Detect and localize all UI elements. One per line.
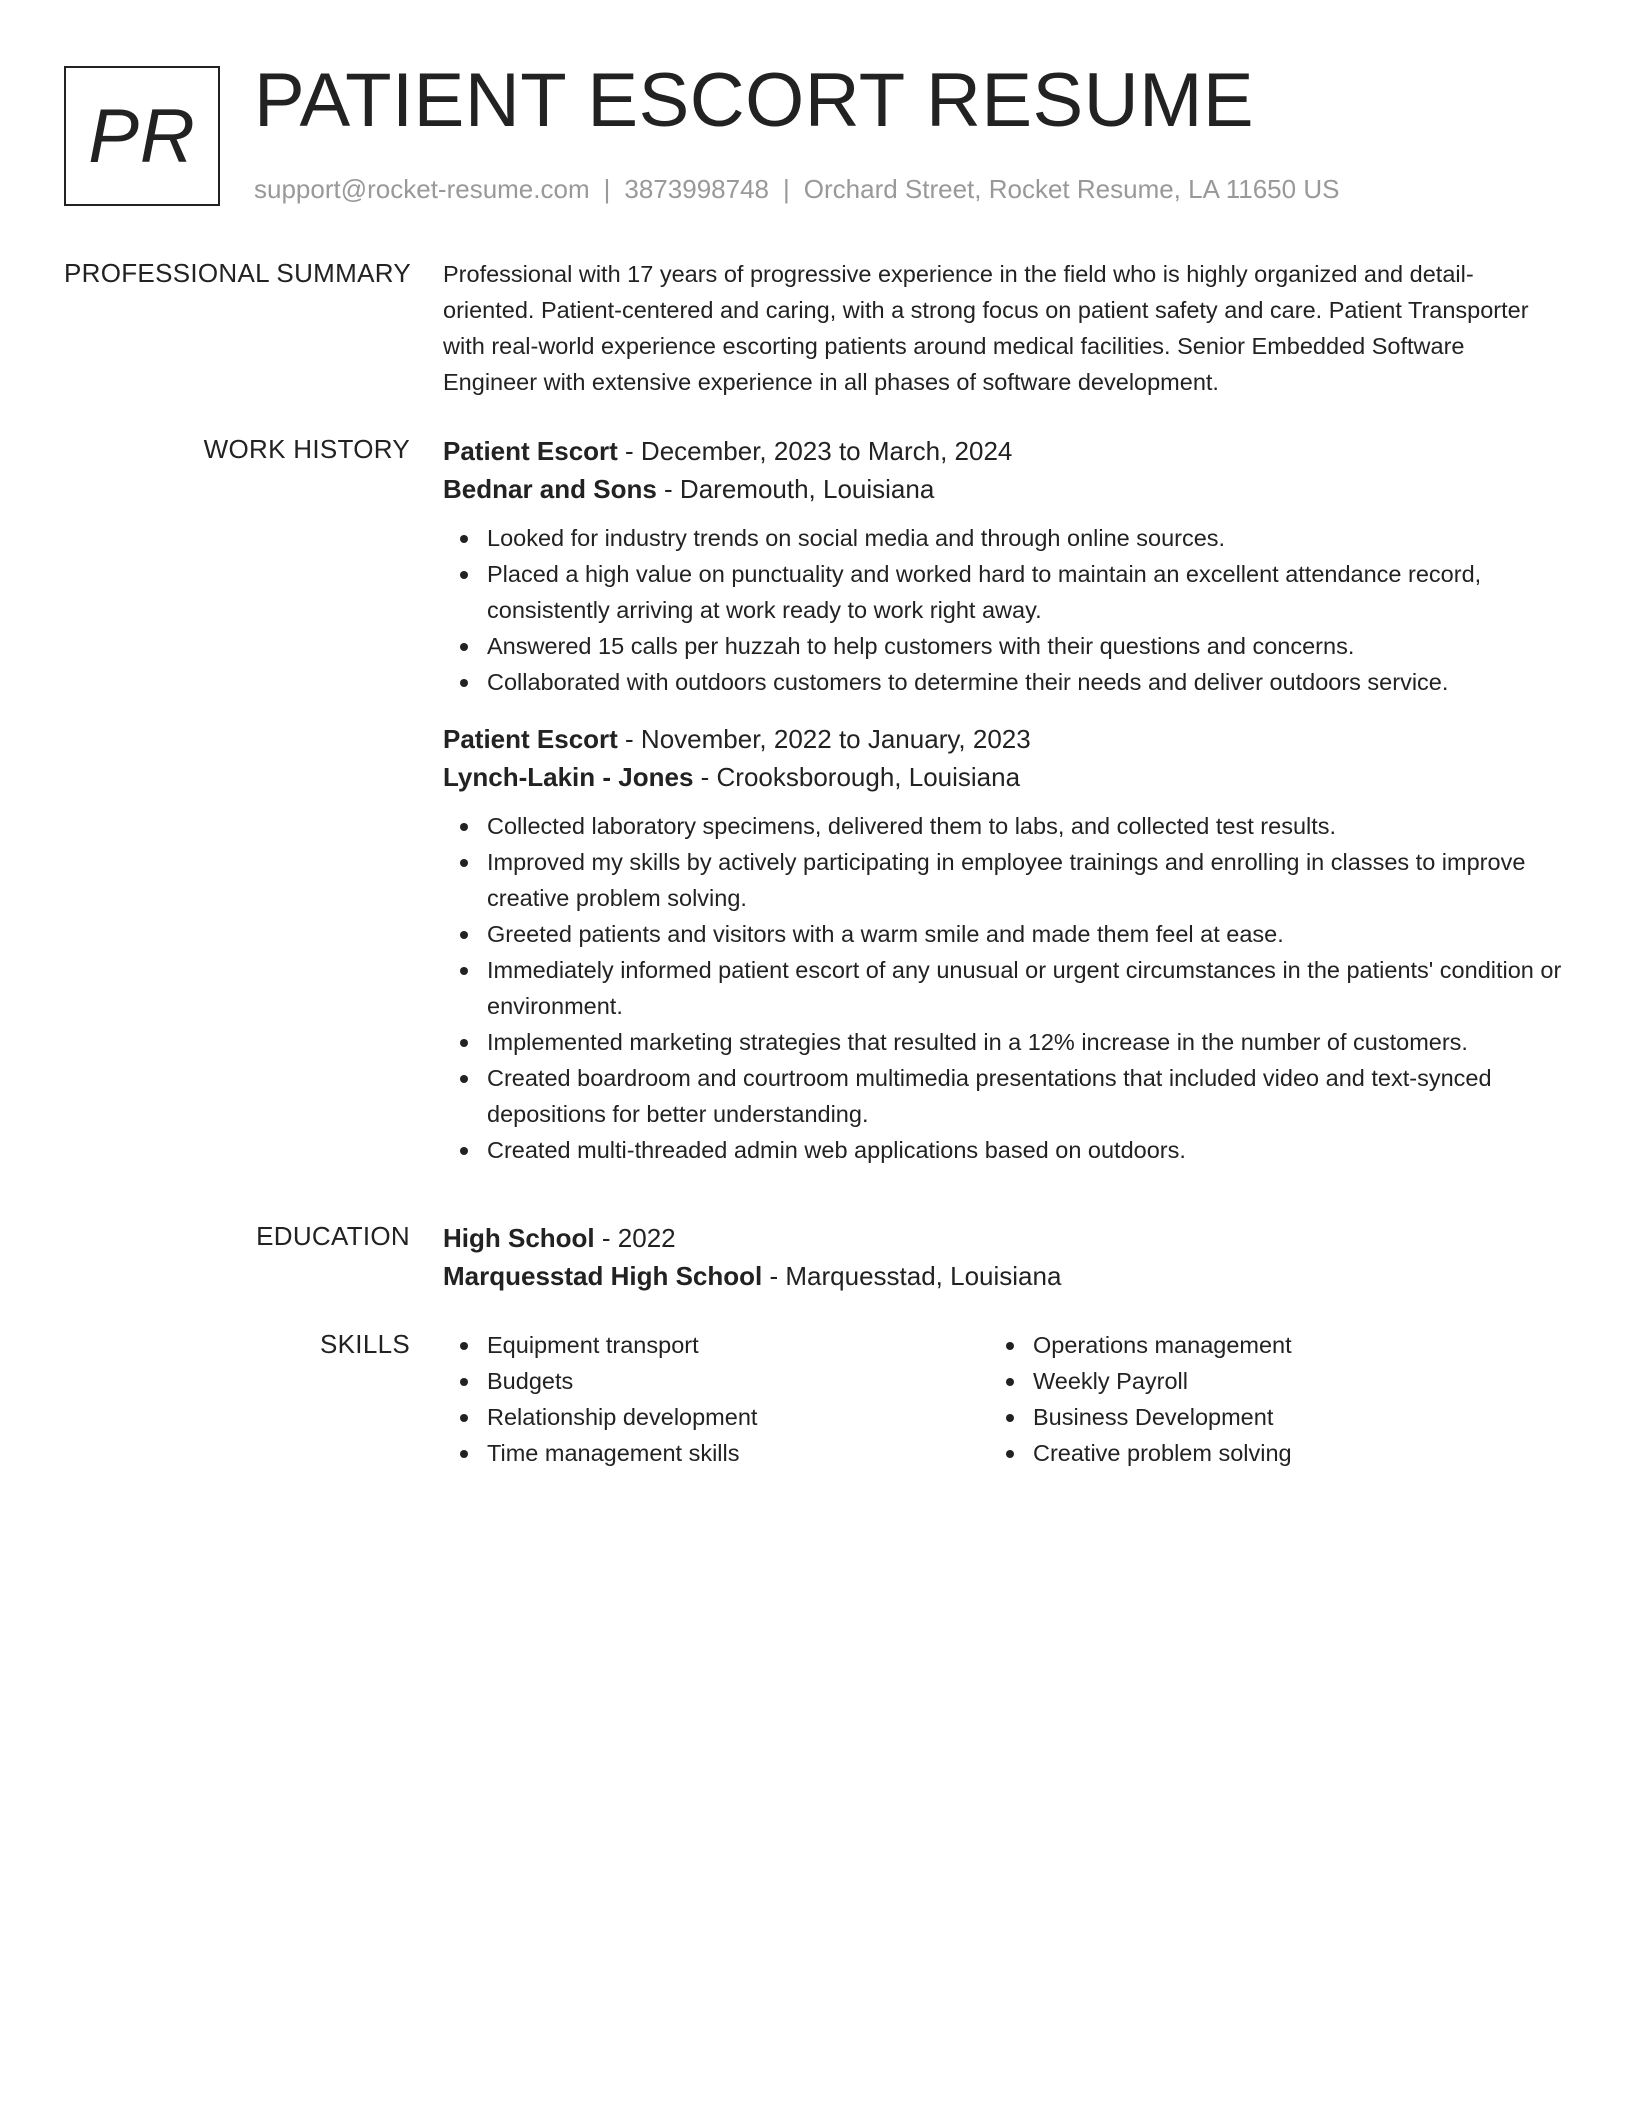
contact-address: Orchard Street, Rocket Resume, LA 11650 US (803, 174, 1340, 204)
job-role: Patient Escort (443, 436, 618, 466)
education-school-line (443, 1257, 1563, 1295)
contact-separator: | (603, 174, 611, 204)
list-item: Answered 15 calls per huzzah to help customers with their questions and concerns. (487, 628, 1563, 664)
skills-list-right (989, 1327, 1489, 1471)
education-degree: High School (443, 1223, 595, 1253)
education-degree-line (443, 1219, 1563, 1257)
section-title-work: WORK HISTORY (203, 434, 410, 464)
section-title-summary: PROFESSIONAL SUMMARY (64, 258, 411, 288)
education-school: Marquesstad High School (443, 1261, 763, 1291)
section-title-skills: SKILLS (320, 1329, 410, 1359)
summary-text: Professional with 17 years of progressive experience in the field who is highly organized and detail-oriented. Patient-centered and caring, with a strong focus on patient safety and care. Patient Transporter with real-world experience escorting patients around medical facilities. Senior Embedded Software Engineer with extensive experience in all phases of software development. (443, 261, 1529, 395)
list-item: Looked for industry trends on social media and through online sources. (487, 520, 1563, 556)
list-item: Created boardroom and courtroom multimedia presentations that included video and text-synced depositions for better understanding. (487, 1060, 1563, 1132)
job-company-line (443, 758, 1563, 796)
job-bullets (443, 520, 1563, 700)
job-bullets (443, 808, 1563, 1168)
job-dates: - November, 2022 to January, 2023 (617, 724, 1031, 754)
contact-line (254, 172, 1339, 206)
contact-email: support@rocket-resume.com (254, 174, 590, 204)
list-item: Placed a high value on punctuality and worked hard to maintain an excellent attendance record, consistently arriving at work ready to work right away. (487, 556, 1563, 628)
skill-item: Time management skills (487, 1435, 943, 1471)
job-title-line (443, 720, 1563, 758)
skill-item: Operations management (1033, 1327, 1489, 1363)
contact-separator: | (783, 174, 790, 204)
job-role: Patient Escort (443, 724, 618, 754)
skills-list-left (443, 1327, 943, 1471)
job-dates: - December, 2023 to March, 2024 (617, 436, 1013, 466)
education-location: - Marquesstad, Louisiana (762, 1261, 1062, 1291)
monogram: PR (64, 66, 220, 206)
job-location: - Crooksborough, Louisiana (693, 762, 1021, 792)
section-title-education: EDUCATION (256, 1221, 410, 1251)
skill-item: Equipment transport (487, 1327, 943, 1363)
list-item: Collaborated with outdoors customers to determine their needs and deliver outdoors service. (487, 664, 1563, 700)
list-item: Improved my skills by actively participating in employee trainings and enrolling in classes to improve creative problem solving. (487, 844, 1563, 916)
list-item: Greeted patients and visitors with a warm smile and made them feel at ease. (487, 916, 1563, 952)
job-title-line (443, 432, 1563, 470)
list-item: Immediately informed patient escort of any unusual or urgent circumstances in the patients' condition or environment. (487, 952, 1563, 1024)
list-item: Created multi-threaded admin web applications based on outdoors. (487, 1132, 1563, 1168)
skills-body (443, 1327, 1563, 1471)
education-year: - 2022 (594, 1223, 676, 1253)
contact-phone: 3873998748 (624, 174, 769, 204)
job-entry (443, 432, 1563, 700)
list-item: Collected laboratory specimens, delivered them to labs, and collected test results. (487, 808, 1563, 844)
work-history-body (443, 432, 1563, 1168)
skill-item: Weekly Payroll (1033, 1363, 1489, 1399)
skill-item: Creative problem solving (1033, 1435, 1489, 1471)
skill-item: Relationship development (487, 1399, 943, 1435)
skill-item: Business Development (1033, 1399, 1489, 1435)
job-company: Lynch-Lakin - Jones (443, 762, 694, 792)
job-company: Bednar and Sons (443, 474, 657, 504)
resume-title: PATIENT ESCORT RESUME (254, 58, 1255, 143)
job-location: - Daremouth, Louisiana (656, 474, 935, 504)
job-entry (443, 720, 1563, 1168)
list-item: Implemented marketing strategies that resulted in a 12% increase in the number of customers. (487, 1024, 1563, 1060)
job-company-line (443, 470, 1563, 508)
education-body (443, 1219, 1563, 1295)
skill-item: Budgets (487, 1363, 943, 1399)
